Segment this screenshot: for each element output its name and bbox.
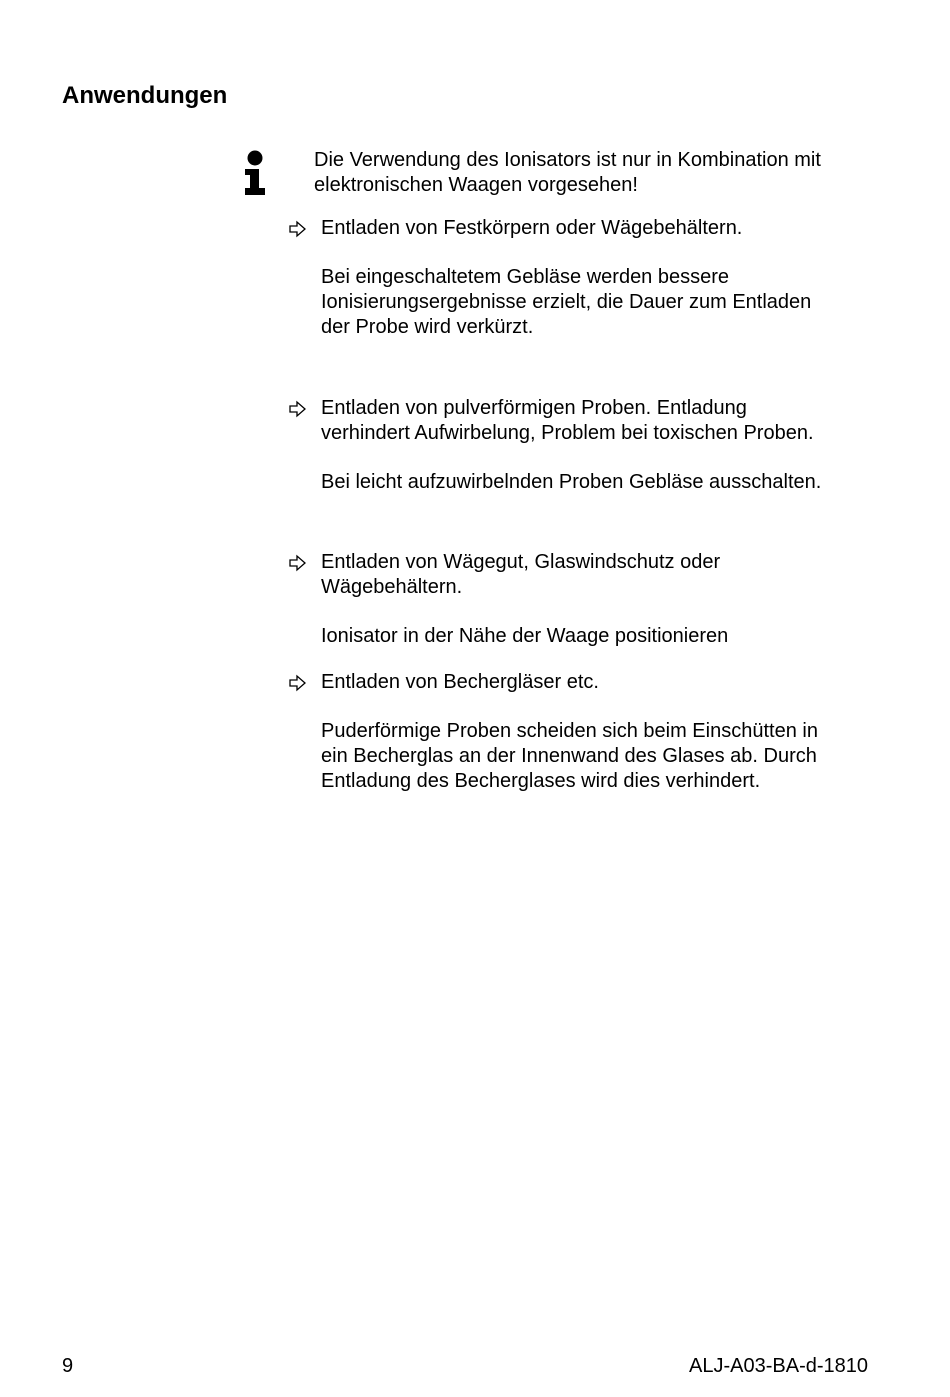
document-code: ALJ-A03-BA-d-1810 <box>689 1355 868 1377</box>
list-item <box>288 550 878 649</box>
list-item <box>288 670 878 794</box>
list-item <box>288 396 878 495</box>
list-item <box>288 216 878 340</box>
info-icon <box>240 150 270 196</box>
item-description: Ionisator in der Nähe der Waage positionieren <box>321 625 729 647</box>
item-title: Entladen von Festkörpern oder Wägebehältern. <box>321 217 743 239</box>
page-number: 9 <box>62 1355 74 1377</box>
page-heading: Anwendungen <box>62 82 228 109</box>
arrow-bullet-icon <box>288 219 308 239</box>
item-description: Puderförmige Proben scheiden sich beim Einschütten in ein Becherglas an der Innenwand des Glases ab. Durch Entladung des Becherglases wird dies verhindert. <box>321 720 818 792</box>
item-title: Entladen von Wägegut, Glaswindschutz oder Wägebehältern. <box>321 551 721 598</box>
item-description: Bei eingeschaltetem Gebläse werden bessere Ionisierungsergebnisse erzielt, die Dauer zum Entladen der Probe wird verkürzt. <box>321 266 812 338</box>
info-note: Die Verwendung des Ionisators ist nur in Kombination mit elektronischen Waagen vorgesehen! <box>314 149 821 196</box>
item-title: Entladen von Bechergläser etc. <box>321 671 599 693</box>
item-description: Bei leicht aufzuwirbelnden Proben Gebläse ausschalten. <box>321 471 822 493</box>
arrow-bullet-icon <box>288 399 308 419</box>
arrow-bullet-icon <box>288 673 308 693</box>
arrow-bullet-icon <box>288 553 308 573</box>
item-title: Entladen von pulverförmigen Proben. Entladung verhindert Aufwirbelung, Problem bei toxischen Proben. <box>321 397 814 444</box>
